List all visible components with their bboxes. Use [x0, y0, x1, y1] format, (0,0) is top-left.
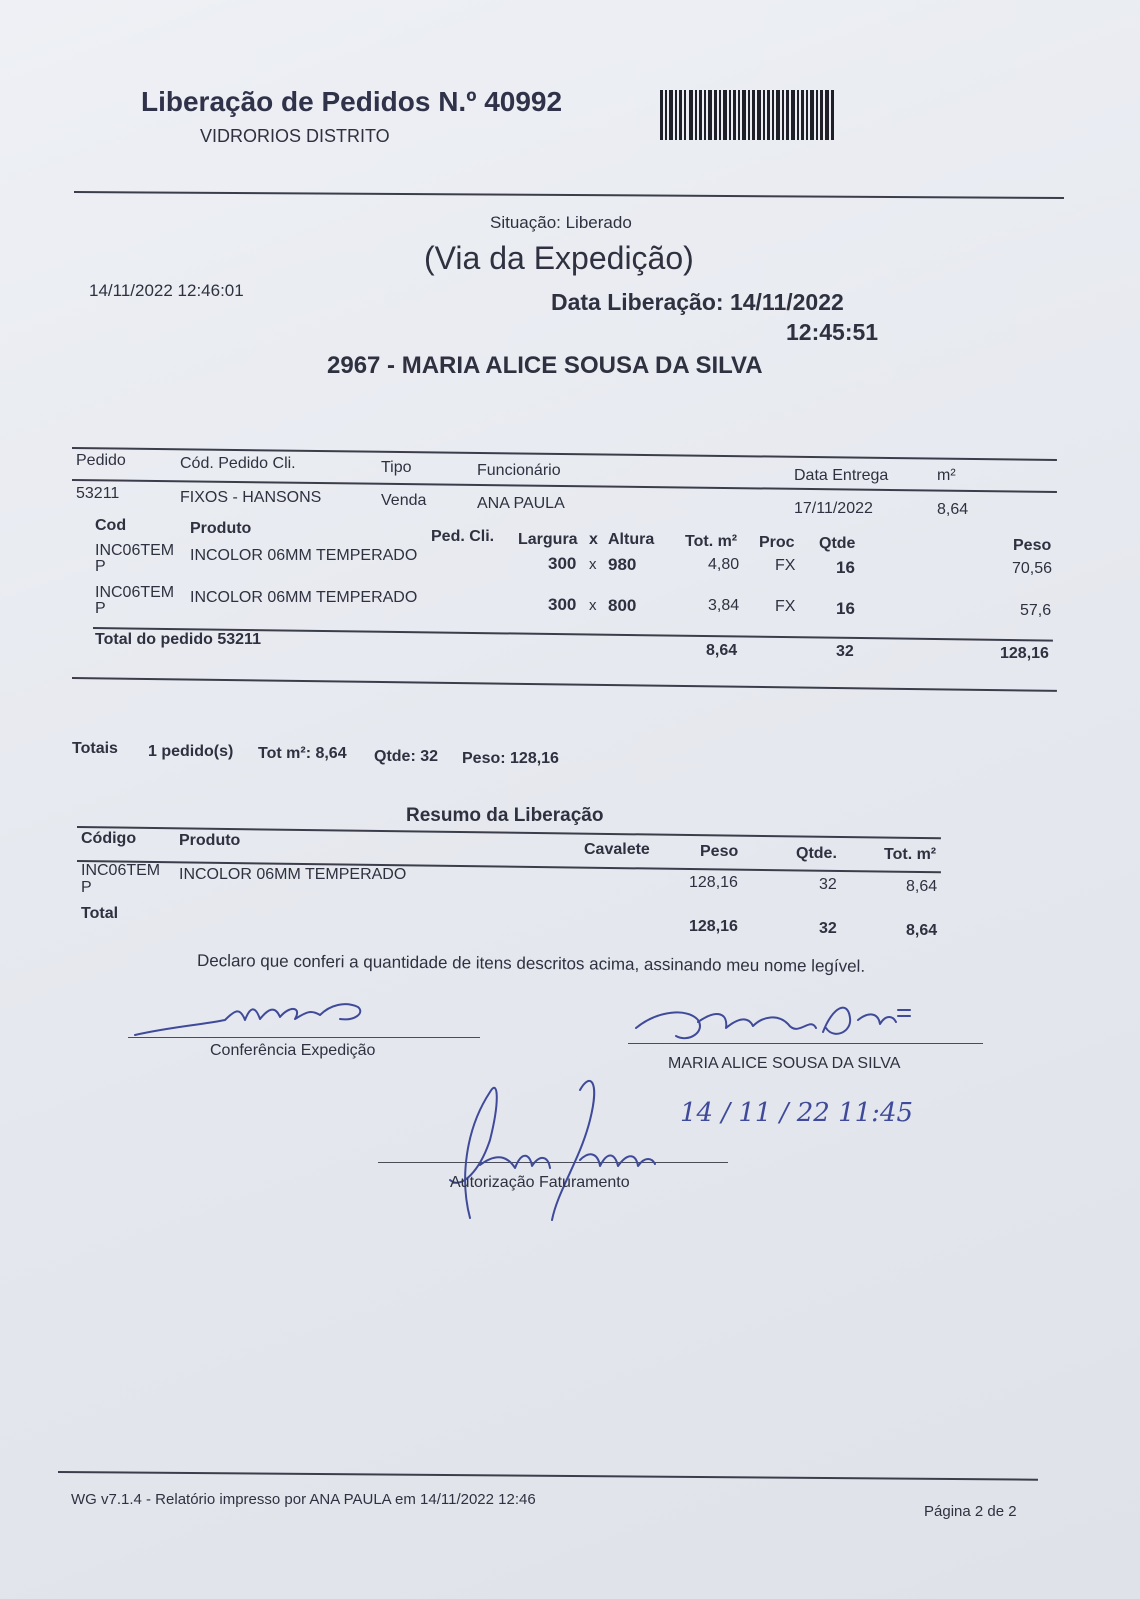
summary-row-cod-cont: P: [81, 879, 92, 896]
conferencia-signature: [130, 995, 380, 1040]
item-2-cod-cont: P: [95, 600, 106, 617]
order-total-label: Total do pedido 53211: [95, 631, 261, 648]
item-1-proc: FX: [775, 557, 796, 574]
summary-header-cavalete: Cavalete: [584, 841, 650, 858]
release-time: 12:45:51: [786, 319, 879, 345]
barcode: [660, 90, 838, 142]
summary-header-tot-m2: Tot. m²: [884, 846, 937, 863]
order-header-tipo: Tipo: [381, 459, 412, 476]
autorizacao-signature: [440, 1070, 680, 1225]
items-header-proc: Proc: [759, 534, 795, 551]
item-2-produto: INCOLOR 06MM TEMPERADO: [190, 589, 418, 606]
autorizacao-label: Autorização Faturamento: [450, 1174, 630, 1191]
item-2-altura: 800: [608, 596, 637, 615]
item-2-largura: 300: [548, 595, 577, 614]
item-2-proc: FX: [775, 598, 796, 615]
order-total-peso: 128,16: [1000, 645, 1049, 662]
summary-total-label: Total: [81, 905, 119, 922]
summary-row-qtde: 32: [819, 876, 837, 893]
conferencia-label: Conferência Expedição: [210, 1042, 376, 1059]
summary-total-peso: 128,16: [689, 918, 738, 935]
totals-qtde: Qtde: 32: [374, 748, 439, 765]
order-header-m2: m²: [937, 467, 956, 484]
item-1-produto: INCOLOR 06MM TEMPERADO: [190, 547, 418, 564]
items-header-qtde: Qtde: [819, 535, 856, 552]
summary-total-qtde: 32: [819, 920, 837, 937]
totals-label: Totais: [72, 740, 118, 757]
item-1-tot-m2: 4,80: [708, 556, 740, 573]
summary-row-produto: INCOLOR 06MM TEMPERADO: [179, 866, 407, 883]
order-pedido: 53211: [76, 485, 120, 502]
footer-rule: [58, 1471, 1038, 1481]
order-table-bottom-rule: [72, 677, 1057, 692]
order-data-entrega: 17/11/2022: [794, 500, 873, 517]
item-1-peso: 70,56: [1012, 560, 1053, 577]
summary-total-tot-m2: 8,64: [906, 922, 938, 939]
items-header-tot-m2: Tot. m²: [685, 533, 738, 550]
copy-type: (Via da Expedição): [424, 240, 694, 276]
declaration-text: Declaro que conferi a quantidade de itens descritos acima, assinando meu nome legível.: [196, 951, 866, 976]
items-header-cod: Cod: [95, 517, 127, 534]
order-tipo: Venda: [381, 492, 427, 509]
client-signature: [628, 998, 918, 1053]
order-cod-pedido-cli: FIXOS - HANSONS: [180, 489, 322, 506]
summary-header-qtde: Qtde.: [796, 845, 837, 862]
header-divider: [74, 191, 1064, 199]
item-2-peso: 57,6: [1020, 602, 1052, 619]
footer-printed-by: WG v7.1.4 - Relatório impresso por ANA PAULA em 14/11/2022 12:46: [71, 1491, 536, 1508]
item-1-largura: 300: [548, 554, 577, 573]
print-timestamp: 14/11/2022 12:46:01: [89, 281, 244, 300]
item-2-x: x: [589, 597, 597, 614]
item-2-qtde: 16: [836, 599, 855, 618]
client-signature-label: MARIA ALICE SOUSA DA SILVA: [668, 1055, 901, 1072]
order-header-cod-pedido-cli: Cód. Pedido Cli.: [180, 455, 296, 472]
items-header-peso: Peso: [1013, 537, 1052, 554]
summary-row-tot-m2: 8,64: [906, 878, 938, 895]
items-header-produto: Produto: [190, 520, 252, 537]
order-funcionario: ANA PAULA: [477, 495, 565, 512]
release-date: Data Liberação: 14/11/2022: [551, 289, 844, 315]
order-header-pedido: Pedido: [76, 452, 126, 469]
order-header-funcionario: Funcionário: [477, 462, 561, 479]
summary-row-peso: 128,16: [689, 874, 738, 891]
document-title: Liberação de Pedidos N.º 40992: [141, 86, 563, 117]
order-m2: 8,64: [937, 501, 969, 518]
item-1-cod-cont: P: [95, 558, 106, 575]
order-total-qtde: 32: [836, 643, 854, 660]
status-text: Situação: Liberado: [490, 213, 632, 232]
client-name: 2967 - MARIA ALICE SOUSA DA SILVA: [327, 352, 763, 379]
items-header-altura: Altura: [608, 531, 655, 548]
totals-tot-m2: Tot m²: 8,64: [258, 745, 347, 762]
items-header-largura: Largura: [518, 531, 578, 548]
company-name: VIDRORIOS DISTRITO: [200, 126, 390, 146]
summary-header-codigo: Código: [81, 830, 137, 847]
items-header-x: x: [589, 531, 598, 548]
summary-row-cod: INC06TEM: [81, 862, 161, 879]
order-header-data-entrega: Data Entrega: [794, 467, 889, 484]
item-2-cod: INC06TEM: [95, 584, 175, 601]
totals-peso: Peso: 128,16: [462, 750, 559, 767]
item-1-altura: 980: [608, 555, 637, 574]
summary-header-produto: Produto: [179, 832, 241, 849]
summary-title: Resumo da Liberação: [406, 805, 604, 826]
item-1-x: x: [589, 556, 597, 573]
totals-pedidos: 1 pedido(s): [148, 743, 234, 760]
item-1-cod: INC06TEM: [95, 542, 175, 559]
handwritten-date: 14 / 11 / 22 11:45: [680, 1098, 914, 1128]
item-2-tot-m2: 3,84: [708, 597, 740, 614]
summary-header-peso: Peso: [700, 843, 739, 860]
footer-page-number: Página 2 de 2: [924, 1503, 1017, 1520]
items-header-ped-cli: Ped. Cli.: [431, 528, 495, 545]
order-total-tot-m2: 8,64: [706, 642, 738, 659]
item-1-qtde: 16: [836, 558, 855, 577]
